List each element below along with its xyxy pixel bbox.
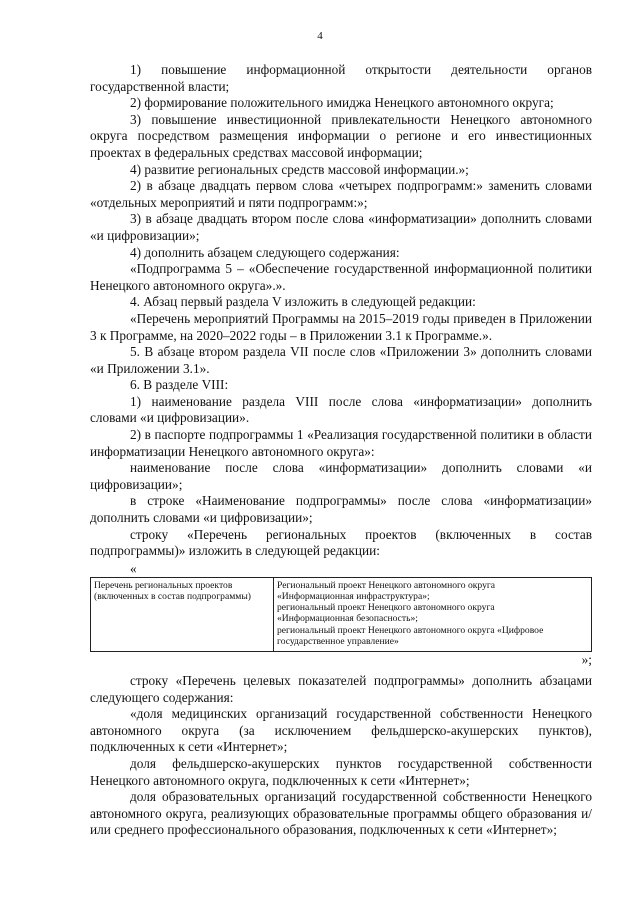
regional-projects-table	[90, 577, 592, 652]
cell-line: «Информационная инфраструктура»;	[277, 591, 430, 603]
paragraph: «Подпрограмма 5 – «Обеспечение государственной информационной политики Ненецкого автономного округа».».	[90, 261, 592, 293]
paragraph: 2) в паспорте подпрограммы 1 «Реализация государственной политики в области информатизации Ненецкого автономного округа»:	[90, 427, 592, 459]
cell-line: государственное управление»	[277, 635, 399, 647]
paragraph: доля образовательных организаций государственной собственности Ненецкого автономного округа, реализующих образовательные программы общего образования и/или среднего профессионального образования, подключенных к сети «Интернет»;	[90, 789, 592, 838]
cell-line: Региональный проект Ненецкого автономного округа	[277, 579, 496, 591]
paragraph: 3) в абзаце двадцать втором после слова «информатизации» дополнить словами «и цифровизации»;	[90, 211, 592, 243]
cell-line: «Информационная безопасность»;	[277, 613, 418, 625]
paragraph: «доля медицинских организаций государственной собственности Ненецкого автономного округа (за исключением фельдшерско-акушерских пунктов), подключенных к сети «Интернет»;	[90, 706, 592, 755]
cell-line: Перечень региональных проектов	[94, 579, 233, 591]
table-row	[91, 577, 592, 651]
paragraph: «Перечень мероприятий Программы на 2015–2019 годы приведен в Приложении 3 к Программе, на 2020–2022 годы – в Приложении 3.1 к Программе.».	[90, 310, 592, 343]
paragraph: 4) дополнить абзацем следующего содержания:	[130, 244, 400, 260]
paragraph: 2) формирование положительного имиджа Ненецкого автономного округа;	[130, 95, 554, 111]
table-cell-label	[91, 577, 274, 651]
paragraph: 4) развитие региональных средств массовой информации.»;	[130, 161, 469, 177]
page-number: 4	[317, 30, 323, 42]
paragraph: 5. В абзаце втором раздела VII после слов «Приложении 3» дополнить словами «и Приложении 3.1».	[90, 344, 592, 376]
paragraph: 4. Абзац первый раздела V изложить в следующей редакции:	[130, 294, 476, 310]
quote-open-mark: «	[130, 560, 137, 576]
paragraph: 3) повышение инвестиционной привлекательности Ненецкого автономного округа посредством размещения информации о регионе и его инвестиционных проектах в федеральных средствах массовой информации;	[90, 111, 592, 160]
cell-line: (включенных в состав подпрограммы)	[94, 591, 251, 603]
cell-line: региональный проект Ненецкого автономного округа «Цифровое	[277, 624, 544, 636]
paragraph: 1) наименование раздела VIII после слова «информатизации» дополнить словами «и цифровизации».	[90, 393, 592, 426]
paragraph: строку «Перечень целевых показателей подпрограммы» дополнить абзацами следующего содержания:	[90, 673, 592, 705]
paragraph: 1) повышение информационной открытости деятельности органов государственной власти;	[90, 62, 592, 94]
quote-close-mark: »;	[581, 652, 592, 668]
paragraph: доля фельдшерско-акушерских пунктов государственной собственности Ненецкого автономного округа, подключенных к сети «Интернет»;	[90, 756, 592, 788]
table-cell-value	[274, 577, 592, 651]
document-body	[90, 62, 592, 839]
paragraph: 2) в абзаце двадцать первом слова «четырех подпрограмм:» заменить словами «отдельных мероприятий и пяти подпрограмм:»;	[90, 178, 592, 210]
paragraph: наименование после слова «информатизации» дополнить словами «и цифровизации»;	[90, 460, 592, 492]
cell-line: региональный проект Ненецкого автономного округа	[277, 602, 495, 614]
paragraph: строку «Перечень региональных проектов (включенных в состав подпрограммы)» изложить в следующей редакции:	[90, 526, 592, 559]
paragraph: 6. В разделе VIII:	[130, 377, 229, 393]
paragraph: в строке «Наименование подпрограммы» после слова «информатизации» дополнить словами «и цифровизации»;	[90, 493, 592, 526]
